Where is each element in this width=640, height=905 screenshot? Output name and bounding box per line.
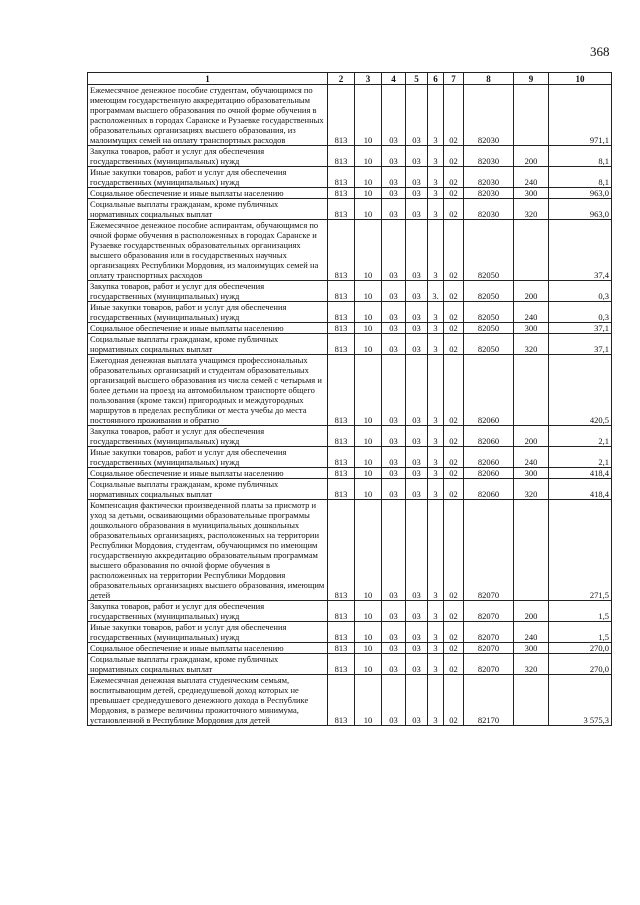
row-code-3: 10 (355, 654, 382, 675)
row-code-2: 813 (328, 622, 355, 643)
row-code-7: 02 (444, 302, 464, 323)
row-code-9: 200 (514, 426, 549, 447)
row-code-8: 82070 (464, 622, 514, 643)
row-description: Социальное обеспечение и иные выплаты населению (88, 643, 328, 654)
row-code-4: 03 (382, 622, 406, 643)
row-code-4: 03 (382, 643, 406, 654)
row-code-8: 82030 (464, 85, 514, 146)
row-code-2: 813 (328, 146, 355, 167)
row-code-9: 200 (514, 146, 549, 167)
row-code-6: 3 (428, 334, 444, 355)
row-code-3: 10 (355, 675, 382, 726)
row-code-6: 3. (428, 281, 444, 302)
row-code-5: 03 (406, 479, 428, 500)
row-code-7: 02 (444, 426, 464, 447)
row-code-9: 240 (514, 302, 549, 323)
row-description: Иные закупки товаров, работ и услуг для обеспечения государственных (муниципальных) нужд (88, 302, 328, 323)
row-code-6: 3 (428, 447, 444, 468)
row-code-7: 02 (444, 447, 464, 468)
row-code-4: 03 (382, 468, 406, 479)
row-description: Социальные выплаты гражданам, кроме публичных нормативных социальных выплат (88, 334, 328, 355)
row-code-5: 03 (406, 323, 428, 334)
row-code-5: 03 (406, 654, 428, 675)
column-header: 6 (428, 73, 444, 85)
table-row (88, 675, 612, 726)
row-code-2: 813 (328, 447, 355, 468)
row-amount: 963,0 (549, 188, 612, 199)
row-code-7: 02 (444, 199, 464, 220)
row-amount: 37,1 (549, 334, 612, 355)
row-code-8: 82170 (464, 675, 514, 726)
row-code-4: 03 (382, 220, 406, 281)
row-code-6: 3 (428, 500, 444, 601)
row-code-8: 82060 (464, 479, 514, 500)
row-code-5: 03 (406, 643, 428, 654)
row-code-6: 3 (428, 302, 444, 323)
row-description: Социальные выплаты гражданам, кроме публичных нормативных социальных выплат (88, 654, 328, 675)
row-code-5: 03 (406, 85, 428, 146)
table-row (88, 601, 612, 622)
row-code-9: 300 (514, 323, 549, 334)
row-code-9 (514, 675, 549, 726)
row-code-3: 10 (355, 622, 382, 643)
row-code-5: 03 (406, 355, 428, 426)
row-amount: 8,1 (549, 146, 612, 167)
row-description: Ежемесячное денежное пособие студентам, обучающимся по имеющим государственную аккредитацию образовательным программам высшего образования по очной форме обучения в расположенных в городах Саранске и Рузаевке государственных образовательных организациях высшего образования, из малоимущих семей на оплату транспортных расходов (88, 85, 328, 146)
row-code-6: 3 (428, 426, 444, 447)
row-description: Социальные выплаты гражданам, кроме публичных нормативных социальных выплат (88, 199, 328, 220)
row-code-7: 02 (444, 468, 464, 479)
row-description: Социальные выплаты гражданам, кроме публичных нормативных социальных выплат (88, 479, 328, 500)
row-code-9: 240 (514, 447, 549, 468)
table-row (88, 302, 612, 323)
row-code-7: 02 (444, 355, 464, 426)
row-code-7: 02 (444, 622, 464, 643)
row-code-7: 02 (444, 675, 464, 726)
row-code-8: 82070 (464, 643, 514, 654)
row-code-8: 82050 (464, 220, 514, 281)
row-code-3: 10 (355, 281, 382, 302)
row-code-6: 3 (428, 479, 444, 500)
row-code-8: 82030 (464, 167, 514, 188)
table-row (88, 479, 612, 500)
row-code-4: 03 (382, 167, 406, 188)
row-code-3: 10 (355, 355, 382, 426)
row-code-9: 200 (514, 601, 549, 622)
row-code-3: 10 (355, 447, 382, 468)
row-code-5: 03 (406, 601, 428, 622)
row-amount: 963,0 (549, 199, 612, 220)
row-code-6: 3 (428, 85, 444, 146)
row-code-4: 03 (382, 355, 406, 426)
column-header: 4 (382, 73, 406, 85)
row-code-6: 3 (428, 355, 444, 426)
row-code-4: 03 (382, 302, 406, 323)
row-code-8: 82050 (464, 281, 514, 302)
row-code-5: 03 (406, 167, 428, 188)
row-code-5: 03 (406, 675, 428, 726)
row-code-2: 813 (328, 479, 355, 500)
row-code-3: 10 (355, 188, 382, 199)
row-code-3: 10 (355, 479, 382, 500)
table-header-row (88, 73, 612, 85)
table-row (88, 500, 612, 601)
row-code-5: 03 (406, 146, 428, 167)
row-code-5: 03 (406, 220, 428, 281)
table-row (88, 426, 612, 447)
row-code-4: 03 (382, 199, 406, 220)
row-code-6: 3 (428, 220, 444, 281)
column-header: 3 (355, 73, 382, 85)
row-code-4: 03 (382, 601, 406, 622)
row-code-3: 10 (355, 85, 382, 146)
row-code-3: 10 (355, 146, 382, 167)
row-code-3: 10 (355, 601, 382, 622)
row-description: Социальное обеспечение и иные выплаты населению (88, 188, 328, 199)
table-row (88, 334, 612, 355)
row-code-5: 03 (406, 334, 428, 355)
page-number: 368 (590, 44, 610, 59)
row-amount: 0,3 (549, 302, 612, 323)
row-code-4: 03 (382, 479, 406, 500)
row-code-5: 03 (406, 468, 428, 479)
row-code-5: 03 (406, 302, 428, 323)
column-header: 1 (88, 73, 328, 85)
column-header: 8 (464, 73, 514, 85)
row-description: Ежемесячная денежная выплата студенческим семьям, воспитывающим детей, среднедушевой доход которых не превышает среднедушевого денежного дохода в Республике Мордовия, в размере величины прожиточного минимума, установленной в Республике Мордовия для детей (88, 675, 328, 726)
row-code-8: 82050 (464, 323, 514, 334)
row-code-7: 02 (444, 601, 464, 622)
row-code-7: 02 (444, 220, 464, 281)
row-code-8: 82030 (464, 199, 514, 220)
row-code-3: 10 (355, 167, 382, 188)
row-code-2: 813 (328, 601, 355, 622)
row-code-6: 3 (428, 323, 444, 334)
row-code-5: 03 (406, 500, 428, 601)
table-row (88, 188, 612, 199)
row-code-7: 02 (444, 334, 464, 355)
row-amount: 420,5 (549, 355, 612, 426)
row-code-3: 10 (355, 323, 382, 334)
table-row (88, 654, 612, 675)
table-row (88, 355, 612, 426)
row-code-9: 300 (514, 468, 549, 479)
row-code-2: 813 (328, 302, 355, 323)
row-code-4: 03 (382, 281, 406, 302)
row-amount: 8,1 (549, 167, 612, 188)
row-description: Иные закупки товаров, работ и услуг для обеспечения государственных (муниципальных) нужд (88, 167, 328, 188)
row-description: Компенсация фактически произведенной платы за присмотр и уход за детьми, осваивающими образовательные программы дошкольного образования в муниципальных дошкольных образовательных организациях, расположенных на территории Республики Мордовия, студентам, обучающимся по имеющим государственную аккредитацию образовательным программам высшего образования по очной форме обучения в расположенных на территории Республики Мордовия образовательных организациях высшего образования, имеющим детей (88, 500, 328, 601)
row-code-8: 82070 (464, 500, 514, 601)
row-code-5: 03 (406, 622, 428, 643)
row-code-2: 813 (328, 85, 355, 146)
row-code-5: 03 (406, 426, 428, 447)
row-code-2: 813 (328, 323, 355, 334)
row-code-8: 82060 (464, 468, 514, 479)
column-header: 7 (444, 73, 464, 85)
row-code-9 (514, 85, 549, 146)
row-code-9: 320 (514, 334, 549, 355)
row-code-8: 82070 (464, 601, 514, 622)
row-code-9: 320 (514, 199, 549, 220)
row-amount: 270,0 (549, 643, 612, 654)
row-code-5: 03 (406, 188, 428, 199)
row-description: Закупка товаров, работ и услуг для обеспечения государственных (муниципальных) нужд (88, 281, 328, 302)
budget-table (87, 72, 612, 726)
row-code-3: 10 (355, 302, 382, 323)
row-code-6: 3 (428, 675, 444, 726)
row-code-7: 02 (444, 323, 464, 334)
row-code-8: 82050 (464, 302, 514, 323)
row-code-2: 813 (328, 654, 355, 675)
row-code-6: 3 (428, 199, 444, 220)
table-row (88, 85, 612, 146)
row-code-9 (514, 220, 549, 281)
row-code-8: 82070 (464, 654, 514, 675)
row-code-3: 10 (355, 500, 382, 601)
row-amount: 37,1 (549, 323, 612, 334)
row-code-8: 82030 (464, 188, 514, 199)
row-code-2: 813 (328, 281, 355, 302)
row-code-6: 3 (428, 188, 444, 199)
row-code-4: 03 (382, 500, 406, 601)
row-code-3: 10 (355, 643, 382, 654)
table-row (88, 323, 612, 334)
row-code-6: 3 (428, 601, 444, 622)
row-code-2: 813 (328, 334, 355, 355)
row-code-3: 10 (355, 220, 382, 281)
row-code-9: 300 (514, 643, 549, 654)
row-amount: 0,3 (549, 281, 612, 302)
row-amount: 1,5 (549, 622, 612, 643)
row-code-4: 03 (382, 426, 406, 447)
row-code-2: 813 (328, 355, 355, 426)
table-row (88, 468, 612, 479)
row-code-5: 03 (406, 447, 428, 468)
row-code-4: 03 (382, 188, 406, 199)
row-code-6: 3 (428, 468, 444, 479)
table-row (88, 220, 612, 281)
row-amount: 1,5 (549, 601, 612, 622)
row-code-4: 03 (382, 85, 406, 146)
row-code-2: 813 (328, 643, 355, 654)
row-code-9: 200 (514, 281, 549, 302)
row-code-2: 813 (328, 188, 355, 199)
row-code-9 (514, 500, 549, 601)
column-header: 2 (328, 73, 355, 85)
row-code-2: 813 (328, 675, 355, 726)
row-description: Социальное обеспечение и иные выплаты населению (88, 468, 328, 479)
row-amount: 418,4 (549, 468, 612, 479)
row-code-7: 02 (444, 85, 464, 146)
row-code-3: 10 (355, 468, 382, 479)
row-code-7: 02 (444, 654, 464, 675)
column-header: 5 (406, 73, 428, 85)
row-description: Ежемесячное денежное пособие аспирантам, обучающимся по очной форме обучения в расположенных в городах Саранске и Рузаевке государственных образовательных организациях высшего образования или в государственных научных организациях Республики Мордовия, из малоимущих семей на оплату транспортных расходов (88, 220, 328, 281)
row-code-8: 82060 (464, 447, 514, 468)
row-code-9: 300 (514, 188, 549, 199)
row-description: Закупка товаров, работ и услуг для обеспечения государственных (муниципальных) нужд (88, 146, 328, 167)
row-code-6: 3 (428, 167, 444, 188)
row-code-7: 02 (444, 188, 464, 199)
row-amount: 270,0 (549, 654, 612, 675)
row-code-4: 03 (382, 334, 406, 355)
row-code-3: 10 (355, 426, 382, 447)
row-amount: 418,4 (549, 479, 612, 500)
row-code-8: 82050 (464, 334, 514, 355)
row-amount: 3 575,3 (549, 675, 612, 726)
row-code-8: 82030 (464, 146, 514, 167)
row-description: Ежегодная денежная выплата учащимся профессиональных образовательных организаций и студентам образовательных организаций высшего образования из числа семей с четырьмя и более детьми на проезд на автомобильном транспорте общего пользования (кроме такси) пригородных и междугородных маршрутов в пределах республики от места учебы до места постоянного проживания и обратно (88, 355, 328, 426)
row-code-5: 03 (406, 281, 428, 302)
row-code-2: 813 (328, 167, 355, 188)
column-header: 10 (549, 73, 612, 85)
row-code-6: 3 (428, 146, 444, 167)
row-code-5: 03 (406, 199, 428, 220)
table-row (88, 622, 612, 643)
row-code-4: 03 (382, 654, 406, 675)
row-code-2: 813 (328, 426, 355, 447)
row-description: Закупка товаров, работ и услуг для обеспечения государственных (муниципальных) нужд (88, 601, 328, 622)
row-code-9: 320 (514, 479, 549, 500)
row-code-4: 03 (382, 323, 406, 334)
row-description: Иные закупки товаров, работ и услуг для обеспечения государственных (муниципальных) нужд (88, 447, 328, 468)
row-amount: 971,1 (549, 85, 612, 146)
row-description: Социальное обеспечение и иные выплаты населению (88, 323, 328, 334)
row-amount: 2,1 (549, 447, 612, 468)
row-code-2: 813 (328, 199, 355, 220)
row-code-4: 03 (382, 675, 406, 726)
row-code-2: 813 (328, 220, 355, 281)
row-amount: 37,4 (549, 220, 612, 281)
row-code-4: 03 (382, 447, 406, 468)
row-code-6: 3 (428, 622, 444, 643)
row-code-7: 02 (444, 479, 464, 500)
row-code-7: 02 (444, 167, 464, 188)
row-amount: 271,5 (549, 500, 612, 601)
column-header: 9 (514, 73, 549, 85)
table-row (88, 167, 612, 188)
row-code-3: 10 (355, 199, 382, 220)
row-code-8: 82060 (464, 426, 514, 447)
row-code-9: 240 (514, 167, 549, 188)
table-row (88, 281, 612, 302)
table-row (88, 146, 612, 167)
row-code-6: 3 (428, 654, 444, 675)
row-code-9 (514, 355, 549, 426)
row-code-7: 02 (444, 146, 464, 167)
row-code-6: 3 (428, 643, 444, 654)
row-code-7: 02 (444, 281, 464, 302)
row-code-7: 02 (444, 643, 464, 654)
row-code-9: 240 (514, 622, 549, 643)
row-amount: 2,1 (549, 426, 612, 447)
row-description: Иные закупки товаров, работ и услуг для обеспечения государственных (муниципальных) нужд (88, 622, 328, 643)
row-code-3: 10 (355, 334, 382, 355)
row-code-2: 813 (328, 468, 355, 479)
table-row (88, 643, 612, 654)
table-row (88, 447, 612, 468)
row-code-9: 320 (514, 654, 549, 675)
row-code-2: 813 (328, 500, 355, 601)
row-description: Закупка товаров, работ и услуг для обеспечения государственных (муниципальных) нужд (88, 426, 328, 447)
table-row (88, 199, 612, 220)
row-code-7: 02 (444, 500, 464, 601)
row-code-4: 03 (382, 146, 406, 167)
row-code-8: 82060 (464, 355, 514, 426)
